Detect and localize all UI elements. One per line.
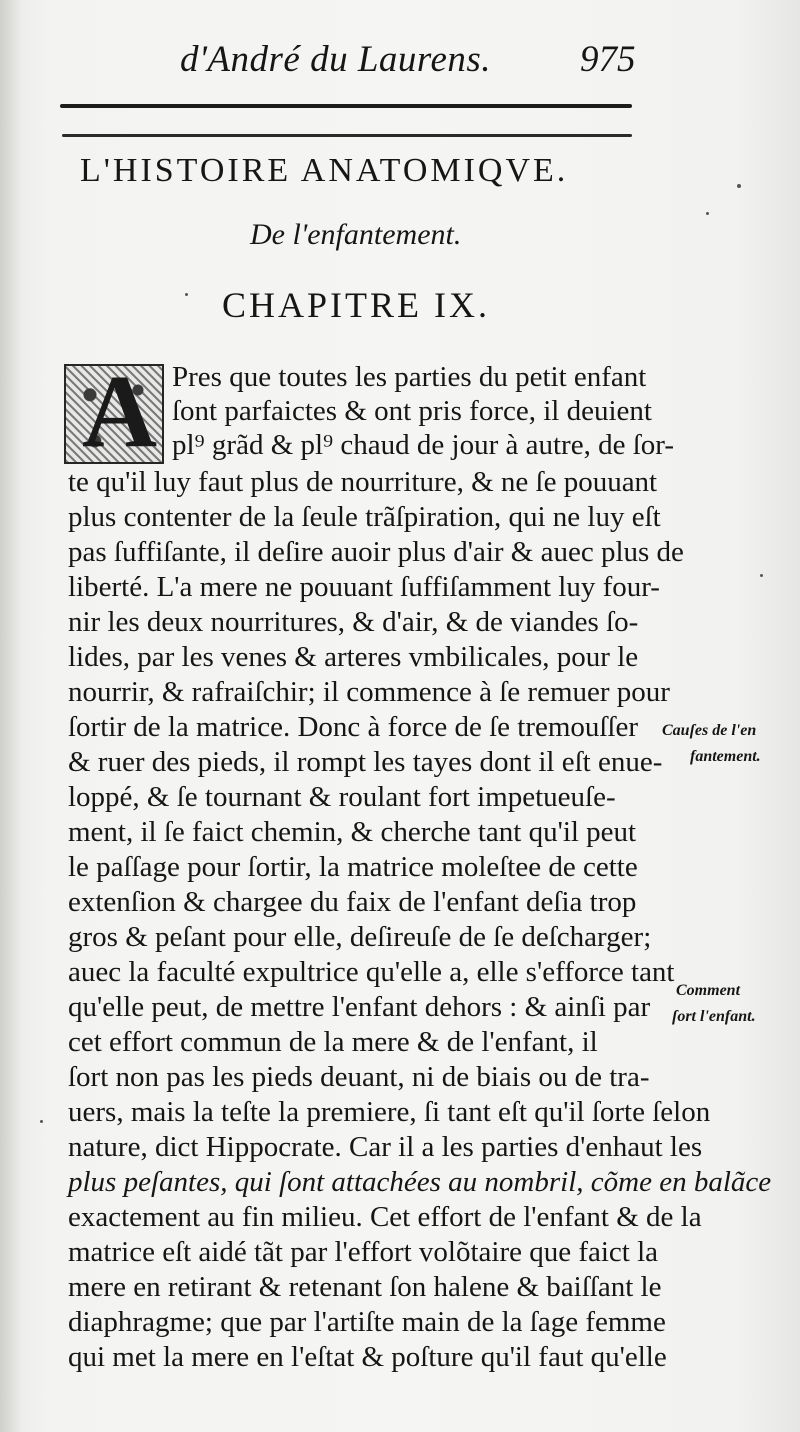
body-line: uers, mais la teſte la premiere, ſi tant eſt qu'il ſorte ſelon bbox=[68, 1096, 711, 1128]
paper-speck bbox=[760, 574, 763, 577]
drop-cap-letter: A bbox=[82, 354, 158, 469]
paper-speck bbox=[40, 1120, 43, 1123]
body-line: pl⁹ grãd & pl⁹ chaud de jour à autre, de ſor- bbox=[172, 429, 674, 461]
body-line: ſort non pas les pieds deuant, ni de biais ou de tra- bbox=[68, 1061, 650, 1093]
body-line: & ruer des pieds, il rompt les tayes dont il eſt enue- bbox=[68, 746, 663, 778]
body-line: pas ſuffiſante, il deſire auoir plus d'air & auec plus de bbox=[68, 536, 684, 568]
margin-note: Comment bbox=[676, 982, 741, 999]
body-line: matrice eſt aidé tãt par l'effort volõtaire que faict la bbox=[68, 1236, 659, 1268]
body-line: plus peſantes, qui ſont attachées au nombril, cõme en balãce bbox=[68, 1166, 772, 1198]
section-subtitle: De l'enfantement. bbox=[250, 218, 462, 251]
title-rule bbox=[62, 134, 632, 137]
body-line: auec la faculté expultrice qu'elle a, elle s'efforce tant bbox=[68, 956, 675, 988]
body-line: qui met la mere en l'eſtat & poſture qu'il faut qu'elle bbox=[68, 1341, 667, 1373]
margin-note: ſort l'enfant. bbox=[672, 1008, 756, 1025]
body-line: le paſſage pour ſortir, la matrice moleſtee de cette bbox=[68, 851, 638, 883]
body-line: lides, par les venes & arteres vmbilicales, pour le bbox=[68, 641, 639, 673]
body-line: mere en retirant & retenant ſon halene & baiſſant le bbox=[68, 1271, 662, 1303]
body-line: gros & peſant pour elle, deſireuſe de ſe deſcharger; bbox=[68, 921, 652, 953]
paper-speck bbox=[737, 184, 741, 188]
body-line: ment, il ſe faict chemin, & cherche tant qu'il peut bbox=[68, 816, 637, 848]
body-line: nir les deux nourritures, & d'air, & de viandes ſo- bbox=[68, 606, 639, 638]
paper-speck bbox=[185, 293, 188, 296]
body-line: cet effort commun de la mere & de l'enfant, il bbox=[68, 1026, 598, 1058]
running-head: d'André du Laurens. bbox=[180, 39, 492, 80]
page-header bbox=[150, 28, 670, 88]
body-line: extenſion & chargee du faix de l'enfant deſia trop bbox=[68, 886, 637, 918]
margin-note: fantement. bbox=[690, 748, 761, 765]
header-rule bbox=[60, 104, 632, 108]
body-line: diaphragme; que par l'artiſte main de la ſage femme bbox=[68, 1306, 666, 1338]
page-number: 975 bbox=[580, 39, 636, 80]
body-line: liberté. L'a mere ne pouuant ſuffiſamment luy four- bbox=[68, 571, 660, 603]
chapter-heading: CHAPITRE IX. bbox=[222, 285, 490, 325]
body-line: ſont parfaictes & ont pris force, il deuient bbox=[172, 395, 652, 427]
body-line: qu'elle peut, de mettre l'enfant dehors : & ainſi par bbox=[68, 991, 651, 1023]
body-line: nourrir, & rafraiſchir; il commence à ſe remuer pour bbox=[68, 676, 670, 708]
body-line: loppé, & ſe tournant & roulant fort impetueuſe- bbox=[68, 781, 616, 813]
book-title: L'HISTOIRE ANATOMIQVE. bbox=[80, 152, 569, 189]
body-line: exactement au fin milieu. Cet effort de l'enfant & de la bbox=[68, 1201, 702, 1233]
ornamental-drop-cap bbox=[64, 354, 164, 469]
page-shadow bbox=[0, 0, 22, 1432]
body-line: ſortir de la matrice. Donc à force de ſe tremouſſer bbox=[68, 711, 639, 743]
body-line: nature, dict Hippocrate. Car il a les parties d'enhaut les bbox=[68, 1131, 703, 1163]
body-line: Pres que toutes les parties du petit enfant bbox=[172, 361, 647, 393]
body-line: te qu'il luy faut plus de nourriture, & ne ſe pouuant bbox=[68, 466, 658, 498]
margin-note: Cauſes de l'en bbox=[662, 722, 757, 739]
body-line: plus contenter de la ſeule trãſpiration, qui ne luy eſt bbox=[68, 501, 661, 533]
paper-speck bbox=[706, 212, 709, 215]
